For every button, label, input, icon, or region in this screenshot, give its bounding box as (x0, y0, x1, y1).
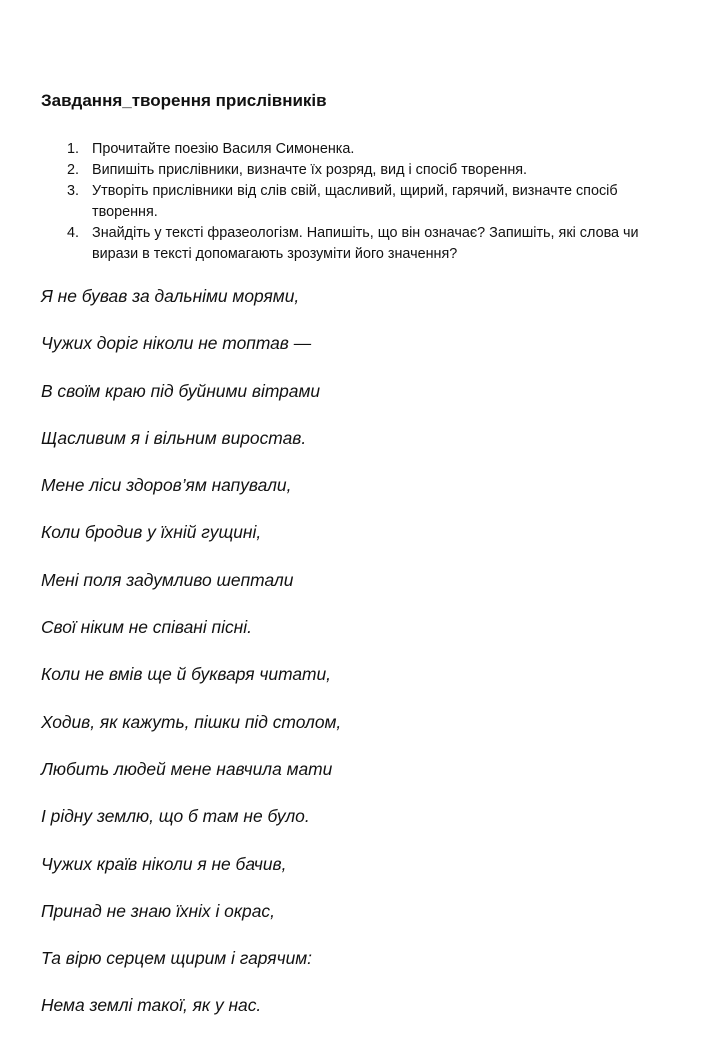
task-number: 4. (67, 225, 80, 241)
poem-line: Коли бродив у їхній гущині, (41, 522, 262, 543)
poem-line: Щасливим я і вільним виростав. (41, 427, 307, 448)
poem-line: Принад не знаю їхніх і окрас, (41, 900, 275, 921)
poem-line: Ходив, як кажуть, пішки під столом, (41, 711, 342, 732)
poem-line: Мені поля задумливо шептали (41, 569, 294, 590)
poem-line: Любить людей мене навчила мати (41, 758, 333, 779)
task-number: 3. (67, 183, 80, 199)
poem-line: Мене ліси здоров’ям напували, (41, 475, 292, 496)
poem-line: Коли не вмів ще й букваря читати, (41, 664, 332, 685)
poem (41, 285, 681, 1042)
poem-line: В своїм краю під буйними вітрами (41, 380, 321, 401)
task-text: Прочитайте поезію Василя Симоненка. (92, 141, 355, 157)
document-title: Завдання_творення прислівників (41, 91, 327, 110)
poem-line: Нема землі такої, як у нас. (41, 995, 262, 1016)
task-item (67, 181, 677, 223)
poem-line: Чужих країв ніколи я не бачив, (41, 853, 287, 874)
task-text: Знайдіть у тексті фразеологізм. Напишіть, що він означає? Запишіть, які слова чи вирази в тексті допомагають зрозуміти його значення? (92, 225, 639, 262)
poem-line: Та вірю серцем щирим і гарячим: (41, 948, 312, 969)
poem-line: Чужих доріг ніколи не топтав — (41, 333, 312, 354)
task-text: Утворіть прислівники від слів свій, щасливий, щирий, гарячий, визначте спосіб творення. (92, 183, 618, 220)
poem-line: І рідну землю, що б там не було. (41, 806, 310, 827)
task-item (67, 223, 677, 265)
task-item (67, 139, 677, 160)
poem-line: Я не бував за дальніми морями, (41, 286, 300, 306)
task-number: 1. (67, 141, 80, 157)
task-number: 2. (67, 162, 80, 178)
task-item (67, 160, 677, 181)
task-text: Випишіть прислівники, визначте їх розряд, вид і спосіб творення. (92, 162, 528, 178)
task-list (67, 139, 677, 265)
poem-line: Свої ніким не співані пісні. (41, 617, 252, 638)
